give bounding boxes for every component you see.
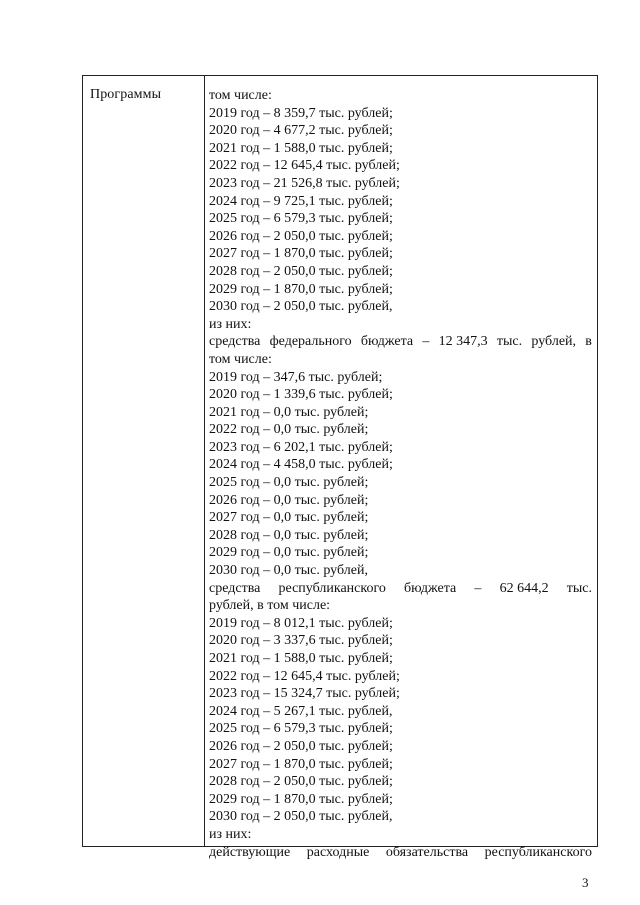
content-line: 2024 год – 5 267,1 тыс. рублей, <box>209 703 393 719</box>
content-line: 2019 год – 8 359,7 тыс. рублей; <box>209 105 393 121</box>
content-line: 2023 год – 6 202,1 тыс. рублей; <box>209 439 393 455</box>
content-word: тыс. <box>496 334 523 350</box>
content-line: 2027 год – 0,0 тыс. рублей; <box>209 510 369 526</box>
content-line: 2021 год – 0,0 тыс. рублей; <box>209 404 369 420</box>
content-line: из них: <box>209 826 252 842</box>
content-line <box>209 580 592 598</box>
content-line: 2027 год – 1 870,0 тыс. рублей; <box>209 246 393 262</box>
left-column-label: Программы <box>90 87 162 102</box>
content-word: обязательства <box>385 844 469 860</box>
content-word: 62 644,2 <box>499 580 549 596</box>
page-number: 3 <box>582 875 589 890</box>
program-table <box>82 75 598 860</box>
content-line: 2020 год – 4 677,2 тыс. рублей; <box>209 123 393 139</box>
content-line: 2026 год – 0,0 тыс. рублей; <box>209 492 369 508</box>
content-word: бюджета <box>360 334 414 350</box>
content-word: в <box>585 334 592 350</box>
content-word: – <box>422 334 430 350</box>
content-line: 2024 год – 4 458,0 тыс. рублей; <box>209 457 393 473</box>
content-line: 2028 год – 2 050,0 тыс. рублей; <box>209 774 393 790</box>
content-line: 2030 год – 2 050,0 тыс. рублей, <box>209 299 393 315</box>
content-line: 2019 год – 347,6 тыс. рублей; <box>209 369 383 385</box>
content-line: 2027 год – 1 870,0 тыс. рублей; <box>209 756 393 772</box>
content-line: 2025 год – 6 579,3 тыс. рублей; <box>209 211 393 227</box>
content-line: 2029 год – 1 870,0 тыс. рублей; <box>209 281 393 297</box>
content-line: 2022 год – 12 645,4 тыс. рублей; <box>209 158 400 174</box>
content-word: республиканского <box>484 844 592 860</box>
content-line: 2021 год – 1 588,0 тыс. рублей; <box>209 140 393 156</box>
content-line: 2023 год – 21 526,8 тыс. рублей; <box>209 175 400 191</box>
content-line: 2025 год – 6 579,3 тыс. рублей; <box>209 721 393 737</box>
content-line: 2024 год – 9 725,1 тыс. рублей; <box>209 193 393 209</box>
content-line: рублей, в том числе: <box>209 598 331 614</box>
content-word: – <box>474 580 482 596</box>
content-line: 2022 год – 0,0 тыс. рублей; <box>209 422 369 438</box>
content-word: 12 347,3 <box>438 334 488 350</box>
right-column-content <box>209 87 592 861</box>
content-line: 2022 год – 12 645,4 тыс. рублей; <box>209 668 400 684</box>
content-word: федерального <box>269 334 352 350</box>
content-word: средства <box>209 580 261 596</box>
content-line: том числе: <box>209 88 272 103</box>
content-line: 2023 год – 15 324,7 тыс. рублей; <box>209 686 400 702</box>
content-line: 2028 год – 2 050,0 тыс. рублей; <box>209 263 393 279</box>
content-line <box>209 844 592 862</box>
content-word: рублей, <box>531 334 577 350</box>
content-line: 2021 год – 1 588,0 тыс. рублей; <box>209 651 393 666</box>
content-line: 2025 год – 0,0 тыс. рублей; <box>209 475 369 491</box>
content-line: 2020 год – 3 337,6 тыс. рублей; <box>209 633 393 649</box>
content-word: действующие <box>209 844 291 860</box>
content-line: том числе: <box>209 351 272 367</box>
content-word: тыс. <box>566 580 592 596</box>
content-line: 2020 год – 1 339,6 тыс. рублей; <box>209 387 393 403</box>
content-word: расходные <box>306 844 370 860</box>
content-line: из них: <box>209 316 252 332</box>
content-line: 2019 год – 8 012,1 тыс. рублей; <box>209 615 393 631</box>
content-line: 2029 год – 1 870,0 тыс. рублей; <box>209 791 393 807</box>
content-line <box>209 333 592 351</box>
content-line: 2026 год – 2 050,0 тыс. рублей; <box>209 738 393 754</box>
content-word: средства <box>209 334 261 350</box>
content-line: 2026 год – 2 050,0 тыс. рублей; <box>209 228 393 244</box>
column-divider <box>204 76 205 846</box>
content-line: 2028 год – 0,0 тыс. рублей; <box>209 527 369 543</box>
content-line: 2029 год – 0,0 тыс. рублей; <box>209 545 369 561</box>
content-line: 2030 год – 0,0 тыс. рублей, <box>209 563 368 579</box>
content-word: бюджета <box>404 580 457 596</box>
content-word: республиканского <box>278 580 386 596</box>
content-line: 2030 год – 2 050,0 тыс. рублей, <box>209 809 393 825</box>
